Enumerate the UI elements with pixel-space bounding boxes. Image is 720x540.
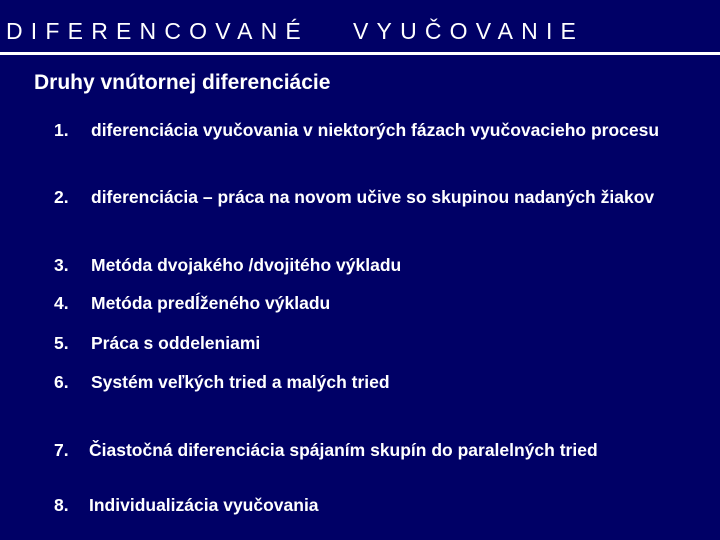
list-item-number: 3. [54,255,69,275]
title-part-1: DIFERENCOVANÉ [6,18,309,44]
list-item [54,252,694,279]
list-item-number: 6. [54,372,69,392]
list-item-text: Čiastočná diferenciácia spájaním skupín do paralelných tried [89,440,598,460]
list-item [54,369,694,396]
list-item-text: Individualizácia vyučovania [89,495,319,515]
list-item-number: 1. [54,120,69,140]
list-item-text: Systém veľkých tried a malých tried [91,372,390,392]
list-item-text: Práca s oddeleniami [91,333,261,353]
slide-title [6,18,584,50]
list-item [54,290,694,317]
list-item-number: 4. [54,293,69,313]
list-item-number: 8. [54,495,69,515]
list-item [54,437,694,464]
list-item-text: Metóda dvojakého /dvojitého výkladu [91,255,402,275]
title-part-2: VYUČOVANIE [352,18,585,44]
list-item [54,492,694,519]
list-item-text: diferenciácia – práca na novom učive so skupinou nadaných žiakov [91,187,655,207]
list-item-number: 2. [54,187,69,207]
list-item-text: Metóda predĺženého výkladu [91,293,331,313]
slide-subtitle: Druhy vnútornej diferenciácie [34,71,331,94]
list-item [54,330,694,357]
list-item-number: 7. [54,440,69,460]
list-item-text: diferenciácia vyučovania v niektorých fázach vyučovacieho procesu [91,120,660,140]
list-item [54,184,694,211]
list-item-number: 5. [54,333,69,353]
title-divider [0,52,720,55]
list-item [54,117,694,144]
